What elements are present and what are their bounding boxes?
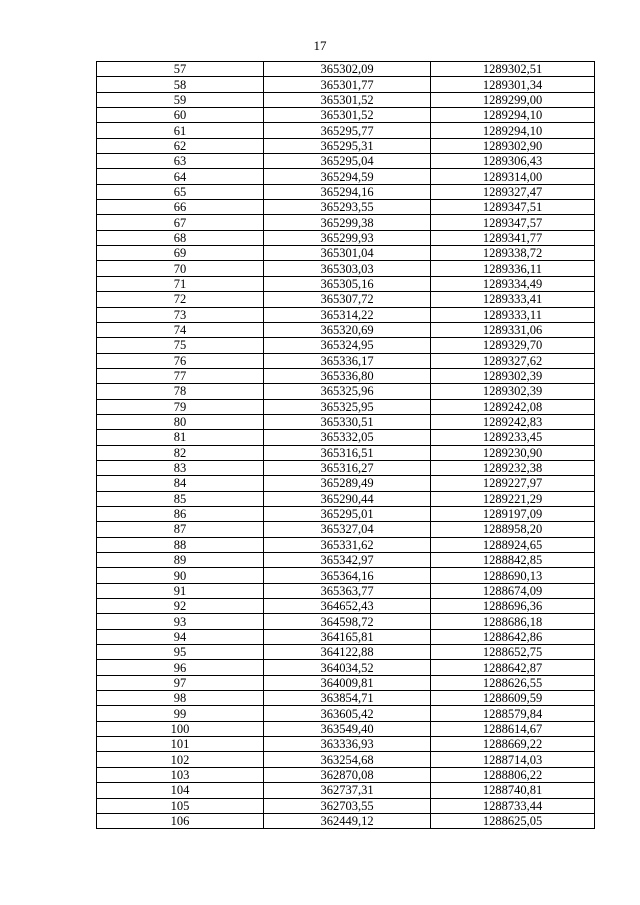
point-number-cell: 69 (97, 246, 264, 261)
point-number-cell: 57 (97, 62, 264, 77)
x-coordinate-cell: 365299,38 (264, 215, 431, 230)
x-coordinate-cell: 363549,40 (264, 721, 431, 736)
x-coordinate-cell: 364598,72 (264, 614, 431, 629)
point-number-cell: 103 (97, 767, 264, 782)
table-row (97, 476, 595, 491)
table-row (97, 138, 595, 153)
y-coordinate-cell: 1289306,43 (431, 154, 595, 169)
x-coordinate-cell: 363605,42 (264, 706, 431, 721)
table-row (97, 62, 595, 77)
point-number-cell: 100 (97, 721, 264, 736)
y-coordinate-cell: 1289302,90 (431, 138, 595, 153)
x-coordinate-cell: 365295,04 (264, 154, 431, 169)
y-coordinate-cell: 1289302,51 (431, 62, 595, 77)
y-coordinate-cell: 1289333,11 (431, 307, 595, 322)
y-coordinate-cell: 1288924,65 (431, 537, 595, 552)
table-row (97, 322, 595, 337)
y-coordinate-cell: 1289302,39 (431, 368, 595, 383)
point-number-cell: 75 (97, 338, 264, 353)
y-coordinate-cell: 1288626,55 (431, 675, 595, 690)
table-row (97, 414, 595, 429)
point-number-cell: 66 (97, 200, 264, 215)
point-number-cell: 76 (97, 353, 264, 368)
x-coordinate-cell: 365324,95 (264, 338, 431, 353)
x-coordinate-cell: 365316,27 (264, 460, 431, 475)
table-row (97, 522, 595, 537)
y-coordinate-cell: 1288652,75 (431, 645, 595, 660)
table-row (97, 77, 595, 92)
point-number-cell: 84 (97, 476, 264, 491)
table-row (97, 200, 595, 215)
y-coordinate-cell: 1289221,29 (431, 491, 595, 506)
table-row (97, 599, 595, 614)
point-number-cell: 87 (97, 522, 264, 537)
point-number-cell: 68 (97, 230, 264, 245)
y-coordinate-cell: 1288642,87 (431, 660, 595, 675)
table-row (97, 537, 595, 552)
table-row (97, 568, 595, 583)
point-number-cell: 101 (97, 737, 264, 752)
y-coordinate-cell: 1288625,05 (431, 813, 595, 828)
y-coordinate-cell: 1288733,44 (431, 798, 595, 813)
point-number-cell: 58 (97, 77, 264, 92)
y-coordinate-cell: 1288609,59 (431, 691, 595, 706)
point-number-cell: 94 (97, 629, 264, 644)
y-coordinate-cell: 1289227,97 (431, 476, 595, 491)
x-coordinate-cell: 365293,55 (264, 200, 431, 215)
y-coordinate-cell: 1289338,72 (431, 246, 595, 261)
x-coordinate-cell: 364034,52 (264, 660, 431, 675)
y-coordinate-cell: 1288806,22 (431, 767, 595, 782)
x-coordinate-cell: 365364,16 (264, 568, 431, 583)
point-number-cell: 93 (97, 614, 264, 629)
y-coordinate-cell: 1289294,10 (431, 123, 595, 138)
y-coordinate-cell: 1289302,39 (431, 384, 595, 399)
point-number-cell: 86 (97, 506, 264, 521)
x-coordinate-cell: 362870,08 (264, 767, 431, 782)
table-row (97, 353, 595, 368)
table-row (97, 721, 595, 736)
coordinates-table (96, 61, 595, 829)
y-coordinate-cell: 1288740,81 (431, 783, 595, 798)
point-number-cell: 98 (97, 691, 264, 706)
point-number-cell: 96 (97, 660, 264, 675)
y-coordinate-cell: 1288690,13 (431, 568, 595, 583)
x-coordinate-cell: 364165,81 (264, 629, 431, 644)
table-row (97, 752, 595, 767)
x-coordinate-cell: 365316,51 (264, 445, 431, 460)
table-row (97, 246, 595, 261)
table-row (97, 261, 595, 276)
x-coordinate-cell: 365290,44 (264, 491, 431, 506)
x-coordinate-cell: 365302,09 (264, 62, 431, 77)
table-row (97, 813, 595, 828)
y-coordinate-cell: 1288669,22 (431, 737, 595, 752)
table-row (97, 123, 595, 138)
page-number: 17 (313, 38, 327, 53)
point-number-cell: 73 (97, 307, 264, 322)
point-number-cell: 82 (97, 445, 264, 460)
table-row (97, 460, 595, 475)
table-row (97, 706, 595, 721)
y-coordinate-cell: 1289197,09 (431, 506, 595, 521)
y-coordinate-cell: 1288614,67 (431, 721, 595, 736)
x-coordinate-cell: 365303,03 (264, 261, 431, 276)
y-coordinate-cell: 1289301,34 (431, 77, 595, 92)
x-coordinate-cell: 365325,95 (264, 399, 431, 414)
table-row (97, 691, 595, 706)
y-coordinate-cell: 1289329,70 (431, 338, 595, 353)
point-number-cell: 97 (97, 675, 264, 690)
y-coordinate-cell: 1289242,83 (431, 414, 595, 429)
x-coordinate-cell: 365295,31 (264, 138, 431, 153)
y-coordinate-cell: 1289334,49 (431, 276, 595, 291)
y-coordinate-cell: 1289327,62 (431, 353, 595, 368)
point-number-cell: 63 (97, 154, 264, 169)
y-coordinate-cell: 1289299,00 (431, 92, 595, 107)
point-number-cell: 61 (97, 123, 264, 138)
point-number-cell: 88 (97, 537, 264, 552)
y-coordinate-cell: 1288958,20 (431, 522, 595, 537)
x-coordinate-cell: 365301,52 (264, 92, 431, 107)
y-coordinate-cell: 1288686,18 (431, 614, 595, 629)
x-coordinate-cell: 365294,16 (264, 184, 431, 199)
point-number-cell: 79 (97, 399, 264, 414)
point-number-cell: 71 (97, 276, 264, 291)
point-number-cell: 81 (97, 430, 264, 445)
table-row (97, 506, 595, 521)
table-row (97, 368, 595, 383)
point-number-cell: 104 (97, 783, 264, 798)
x-coordinate-cell: 365299,93 (264, 230, 431, 245)
table-row (97, 798, 595, 813)
point-number-cell: 89 (97, 553, 264, 568)
point-number-cell: 91 (97, 583, 264, 598)
x-coordinate-cell: 365336,80 (264, 368, 431, 383)
table-row (97, 276, 595, 291)
table-row (97, 92, 595, 107)
point-number-cell: 59 (97, 92, 264, 107)
table-row (97, 184, 595, 199)
table-row (97, 215, 595, 230)
x-coordinate-cell: 365307,72 (264, 292, 431, 307)
y-coordinate-cell: 1289230,90 (431, 445, 595, 460)
table-row (97, 767, 595, 782)
y-coordinate-cell: 1288642,86 (431, 629, 595, 644)
x-coordinate-cell: 362449,12 (264, 813, 431, 828)
point-number-cell: 60 (97, 108, 264, 123)
point-number-cell: 70 (97, 261, 264, 276)
table-row (97, 154, 595, 169)
x-coordinate-cell: 365331,62 (264, 537, 431, 552)
y-coordinate-cell: 1288714,03 (431, 752, 595, 767)
x-coordinate-cell: 364122,88 (264, 645, 431, 660)
table-row (97, 614, 595, 629)
y-coordinate-cell: 1289333,41 (431, 292, 595, 307)
x-coordinate-cell: 365330,51 (264, 414, 431, 429)
x-coordinate-cell: 363854,71 (264, 691, 431, 706)
point-number-cell: 78 (97, 384, 264, 399)
point-number-cell: 99 (97, 706, 264, 721)
coordinates-table-body (97, 62, 595, 829)
y-coordinate-cell: 1289232,38 (431, 460, 595, 475)
x-coordinate-cell: 365295,77 (264, 123, 431, 138)
x-coordinate-cell: 362737,31 (264, 783, 431, 798)
y-coordinate-cell: 1289331,06 (431, 322, 595, 337)
y-coordinate-cell: 1289314,00 (431, 169, 595, 184)
table-row (97, 169, 595, 184)
point-number-cell: 62 (97, 138, 264, 153)
x-coordinate-cell: 365332,05 (264, 430, 431, 445)
table-row (97, 783, 595, 798)
point-number-cell: 67 (97, 215, 264, 230)
point-number-cell: 80 (97, 414, 264, 429)
table-row (97, 230, 595, 245)
table-row (97, 737, 595, 752)
point-number-cell: 83 (97, 460, 264, 475)
x-coordinate-cell: 365325,96 (264, 384, 431, 399)
point-number-cell: 92 (97, 599, 264, 614)
x-coordinate-cell: 365301,77 (264, 77, 431, 92)
x-coordinate-cell: 363336,93 (264, 737, 431, 752)
point-number-cell: 102 (97, 752, 264, 767)
y-coordinate-cell: 1289294,10 (431, 108, 595, 123)
x-coordinate-cell: 365301,52 (264, 108, 431, 123)
table-row (97, 583, 595, 598)
y-coordinate-cell: 1289336,11 (431, 261, 595, 276)
table-row (97, 338, 595, 353)
x-coordinate-cell: 365295,01 (264, 506, 431, 521)
y-coordinate-cell: 1289347,57 (431, 215, 595, 230)
table-row (97, 292, 595, 307)
table-row (97, 629, 595, 644)
y-coordinate-cell: 1289233,45 (431, 430, 595, 445)
point-number-cell: 105 (97, 798, 264, 813)
x-coordinate-cell: 365314,22 (264, 307, 431, 322)
x-coordinate-cell: 365289,49 (264, 476, 431, 491)
x-coordinate-cell: 365327,04 (264, 522, 431, 537)
table-row (97, 675, 595, 690)
y-coordinate-cell: 1288696,36 (431, 599, 595, 614)
point-number-cell: 90 (97, 568, 264, 583)
x-coordinate-cell: 365305,16 (264, 276, 431, 291)
table-row (97, 384, 595, 399)
table-row (97, 553, 595, 568)
point-number-cell: 72 (97, 292, 264, 307)
y-coordinate-cell: 1289327,47 (431, 184, 595, 199)
table-row (97, 660, 595, 675)
x-coordinate-cell: 365336,17 (264, 353, 431, 368)
table-row (97, 445, 595, 460)
y-coordinate-cell: 1288674,09 (431, 583, 595, 598)
x-coordinate-cell: 365320,69 (264, 322, 431, 337)
point-number-cell: 64 (97, 169, 264, 184)
table-row (97, 399, 595, 414)
y-coordinate-cell: 1289347,51 (431, 200, 595, 215)
y-coordinate-cell: 1289242,08 (431, 399, 595, 414)
table-row (97, 430, 595, 445)
x-coordinate-cell: 365294,59 (264, 169, 431, 184)
point-number-cell: 95 (97, 645, 264, 660)
point-number-cell: 65 (97, 184, 264, 199)
x-coordinate-cell: 365301,04 (264, 246, 431, 261)
point-number-cell: 106 (97, 813, 264, 828)
table-row (97, 108, 595, 123)
point-number-cell: 85 (97, 491, 264, 506)
x-coordinate-cell: 365363,77 (264, 583, 431, 598)
x-coordinate-cell: 364009,81 (264, 675, 431, 690)
y-coordinate-cell: 1289341,77 (431, 230, 595, 245)
y-coordinate-cell: 1288579,84 (431, 706, 595, 721)
point-number-cell: 77 (97, 368, 264, 383)
x-coordinate-cell: 363254,68 (264, 752, 431, 767)
table-row (97, 645, 595, 660)
table-row (97, 491, 595, 506)
table-row (97, 307, 595, 322)
point-number-cell: 74 (97, 322, 264, 337)
y-coordinate-cell: 1288842,85 (431, 553, 595, 568)
x-coordinate-cell: 364652,43 (264, 599, 431, 614)
x-coordinate-cell: 362703,55 (264, 798, 431, 813)
x-coordinate-cell: 365342,97 (264, 553, 431, 568)
